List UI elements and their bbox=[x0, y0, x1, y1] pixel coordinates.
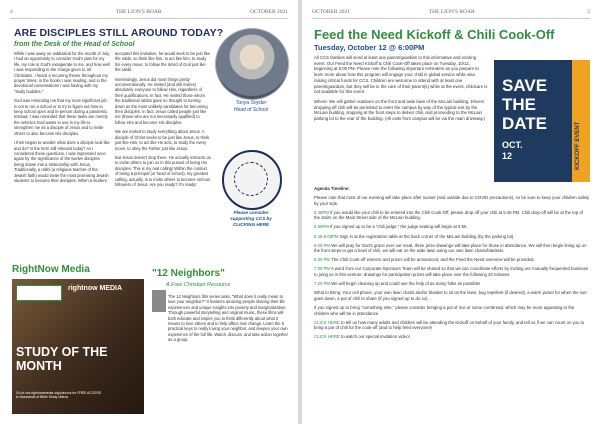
agenda-text: The Chili Cook-off winners and prizes will be announced, and the Feed the Need overview will be provided. bbox=[331, 257, 535, 263]
agenda-item bbox=[314, 210, 590, 221]
school-seal-logo[interactable] bbox=[222, 150, 282, 210]
agenda-time: 7:00 PM bbox=[314, 266, 331, 272]
what-to-bring: What to Bring: Your cell phone, your own lawn chairs and/or blanket to sit on the lawn, bug repellent (if desired), a warm jacket for when the sun goes down, a pot of chili to share (if you signed up to do so). bbox=[314, 290, 587, 301]
agenda-time: 5:45-6:00PM bbox=[314, 233, 339, 239]
caption-name: Tonya Snyder bbox=[235, 100, 267, 106]
left-page-header bbox=[10, 8, 288, 19]
agenda-time: 7:20 PM bbox=[314, 281, 331, 287]
paragraph: Interestingly, Jesus did most things pretty unconventionally. He invited (and still invites) absolutely everyone to follow Him, regardless of their qualifications. In fact, He invited those whom the traditional rabbis gave no thought to turning down as the most unlikely candidates for becoming their disciples. In fact, Jesus called people just like me (those who are not necessarily qualified) to follow Him and become His disciples. bbox=[115, 76, 208, 125]
agenda-time: 5:55PM bbox=[314, 224, 329, 230]
agenda-section bbox=[314, 186, 590, 343]
page-number: 5 bbox=[587, 9, 590, 15]
event-title: Feed the Need Kickoff & Chili Cook-Off bbox=[314, 27, 555, 42]
rsvp-paragraph bbox=[314, 320, 590, 331]
article-column-1 bbox=[14, 51, 110, 187]
agenda-item bbox=[314, 257, 590, 263]
rightnow-logo-text: rightnow MEDIA bbox=[68, 285, 123, 292]
rightnow-media-title: RightNow Media bbox=[12, 264, 90, 275]
kickoff-band-text: KICKOFF EVENT bbox=[575, 121, 581, 170]
signed-up-note: If you signed up to bring "something else," please consider bringing a pot of rice or some cornbread, which may be more appealing to the children who will be in attendance. bbox=[314, 304, 575, 316]
agenda-time: 6:30 PM bbox=[314, 257, 331, 263]
right-page-header bbox=[312, 8, 590, 19]
std-day: 12 bbox=[502, 151, 513, 161]
head-of-school-photo bbox=[215, 28, 289, 100]
twelve-neighbors-text: The 12 Neighbors film series asks, "What does it really mean to love your neighbor?" It features amazing people sharing their life experiences and unique insights into poverty and marginalization. Through powerful storytelling and original music, these films will both educate and inspire you to think differently about what it means to love others and to help affect real change. Learn the 5 practical keys to really loving your neighbor, and deepen your own experience of the full life. Watch, discuss, and take action together as a group. bbox=[168, 294, 288, 343]
paragraph: accepted this invitation, he would seek to be just like the rabbi, so think like him, to act like him, to study his every move, to follow the Word of God just like the rabbi. bbox=[115, 51, 210, 73]
support-line: Please consider bbox=[233, 210, 269, 215]
rightnow-footer-line: Go to ccs.rightnowmedia.org/join/ccs for FREE ACCESS bbox=[16, 391, 101, 395]
issue-date: OCTOBER 2021 bbox=[312, 9, 350, 15]
event-date: Tuesday, October 12 @ 6:00PM bbox=[314, 43, 425, 52]
video-paragraph bbox=[314, 334, 590, 340]
twelve-neighbors-title: "12 Neighbors" bbox=[152, 268, 225, 279]
agenda-item bbox=[314, 281, 590, 287]
video-link[interactable]: CLICK HERE bbox=[314, 334, 340, 340]
article-column-2 bbox=[115, 51, 211, 191]
agenda-text: If you signed up to be a "chili judge," the judge seating will begin at 5:55. bbox=[330, 224, 468, 230]
std-line: SAVE bbox=[502, 76, 548, 95]
agenda-text: We will begin cleaning up and could use the help of as many folks as possible! bbox=[331, 281, 481, 287]
agenda-time: 5:45PM bbox=[314, 209, 329, 215]
rsvp-link[interactable]: CLICK HERE bbox=[314, 319, 340, 325]
agenda-item bbox=[314, 243, 590, 254]
issue-date: OCTOBER 2021 bbox=[250, 9, 288, 15]
video-text: to watch our special invitation video! bbox=[341, 334, 410, 340]
std-line: THE bbox=[502, 95, 536, 114]
neighbors-thumbnail bbox=[152, 290, 166, 312]
std-line: DATE bbox=[502, 114, 548, 133]
ccs-logo bbox=[16, 285, 62, 301]
rightnow-footer bbox=[16, 391, 142, 400]
rsvp-text: to tell us how many adults and children will be attending the Kickoff on behalf of your family, and tell us if we can count on you to bring a pot of chili for the cook-off (and to help feed everyone)! bbox=[314, 319, 585, 331]
paragraph: But Jesus doesn't stop there. He actually instructs us to invite others to join us in this pursuit of being His disciples. This is my real calling! Within the context of being a principal (or head of school), my greatest calling, actually, is to invite others to become serious followers of Jesus. Are you ready? I'm ready! bbox=[115, 154, 211, 187]
article-subtitle: from the Desk of the Head of School bbox=[14, 41, 135, 48]
support-ccs-link[interactable] bbox=[215, 210, 287, 228]
right-page bbox=[302, 0, 600, 424]
agenda-item bbox=[314, 224, 590, 230]
agenda-text: Sign in at the registration table at the back corner of the McLain building (by the parking lot). bbox=[339, 233, 515, 239]
intro-paragraph: All CCS families will send at least one parent/guardian to this informative and exciting event. Our Feed the Need Kickoff & Chili Cook-Off takes place on Tuesday, 10/12, beginning at 6:00 PM. Please note the following important reminders as you prepare to learn more about how this program will engage your child in global service while also raising critical funds for CCS. Children are welcome to attend with at least one parent/guardian, but they will be in the care of their parent(s) while at the event; childcare is not available for this event. bbox=[314, 55, 488, 95]
publication-name: THE LION'S ROAR bbox=[428, 9, 475, 15]
agenda-text: If you would like your chili to be entered into the Chili Cook-Off, please drop off your chili at 5:45 PM. Chili drop-off will be at the top of the stairs on the Main Street side of the McLain building. bbox=[314, 209, 583, 221]
agenda-item bbox=[314, 234, 590, 240]
photo-caption bbox=[215, 100, 287, 113]
std-date bbox=[502, 140, 523, 162]
agenda-item bbox=[314, 266, 590, 277]
publication-name: THE LION'S ROAR bbox=[115, 9, 162, 15]
paragraph: We are invited to study everything about Jesus. A disciple of Christ seeks to be just like Jesus, to think just like Him, to act like He acts, to study the every move, to obey the Father just like Jesus. bbox=[115, 129, 210, 151]
rightnow-footer-line: to thousands of Bible Study videos bbox=[16, 395, 69, 400]
article-title: ARE DISCIPLES STILL AROUND TODAY? bbox=[14, 27, 224, 39]
caption-role: Head of School bbox=[233, 106, 269, 113]
agenda-text: We will pray for God's grace over our meal, three prize drawings will take place for those in attendance. We will then begin lining up on the front steps to get a bowl of chili, we will eat on the wide lawn using our own lawn chairs/blankets. bbox=[314, 242, 587, 254]
agenda-title: Agenda Timeline: bbox=[314, 186, 350, 191]
support-line: CLICKING HERE bbox=[232, 222, 270, 227]
seal-ring bbox=[234, 162, 268, 196]
save-the-date-text bbox=[502, 76, 547, 133]
page-number: 4 bbox=[10, 9, 13, 15]
rightnow-study-banner[interactable] bbox=[12, 279, 144, 414]
agenda-text: A word from our Corporate Sponsors Team will be shared so that we can coordinate efforts by inviting our mutually frequented business to joing us in this venture; drawings for participation prizes will take place over the following 20 minutes. bbox=[314, 266, 589, 278]
support-line: supporting CCS by bbox=[230, 216, 272, 221]
left-page bbox=[0, 0, 298, 424]
std-month: OCT. bbox=[502, 140, 523, 150]
agenda-time: 6:05 PM bbox=[314, 242, 331, 248]
paragraph: While I was away on sabbatical for the month of July, I had an opportunity to consider God's plan for my life, my role in God's exasperate to me, and how well I was responding to the charge given to all Christians. I heard a recurring theme throughout my prayer times, in the books I was reading, and in the devotional conversations I was having with my "study buddies." bbox=[14, 51, 110, 94]
twelve-neighbors-subtitle: A Free Christian Resource bbox=[166, 282, 231, 288]
study-of-the-month: STUDY OF THE MONTH bbox=[16, 345, 108, 373]
paragraph: God was reminding me that my most significant job is not to run a school or to try to figure out how to keep school open and in-person during a pandemic. Instead, I was reminded that these tasks are merely the vehicles God wants to use in my life to strengthen me as a disciple of Jesus and to invite others to also become His disciples. bbox=[14, 98, 109, 136]
agenda-note: Please note that most of our evening will take place after sunset (and outside due to COVID precautions), so be sure to keep your children safely by your side. bbox=[314, 195, 590, 206]
kickoff-band bbox=[572, 60, 590, 182]
paragraph: I then began to wonder what does a disciple look like and do? Is the term still relevant today? As I considered these questions, I was impressed once again by the significance of the twelve disciples being drawn into a relationship with Jesus. Traditionally, a rabbi (a religious teacher of the Jewish faith) would invite the most promising Jewish students to become their disciples. When a student bbox=[14, 140, 110, 183]
where-paragraph: Where: We will gather outdoors on the front and wide lawn of the McLain building. Drivers dropping off chili will be permitted to enter the campus by way of the typical exit by the McLain building, stopping at the front steps to deliver chili, and proceeding to the McLain parking lot to the rear of the building. (All exits from campus will be via the main driveway.) bbox=[314, 98, 486, 122]
event-intro bbox=[314, 55, 488, 126]
save-the-date-graphic bbox=[494, 60, 590, 182]
